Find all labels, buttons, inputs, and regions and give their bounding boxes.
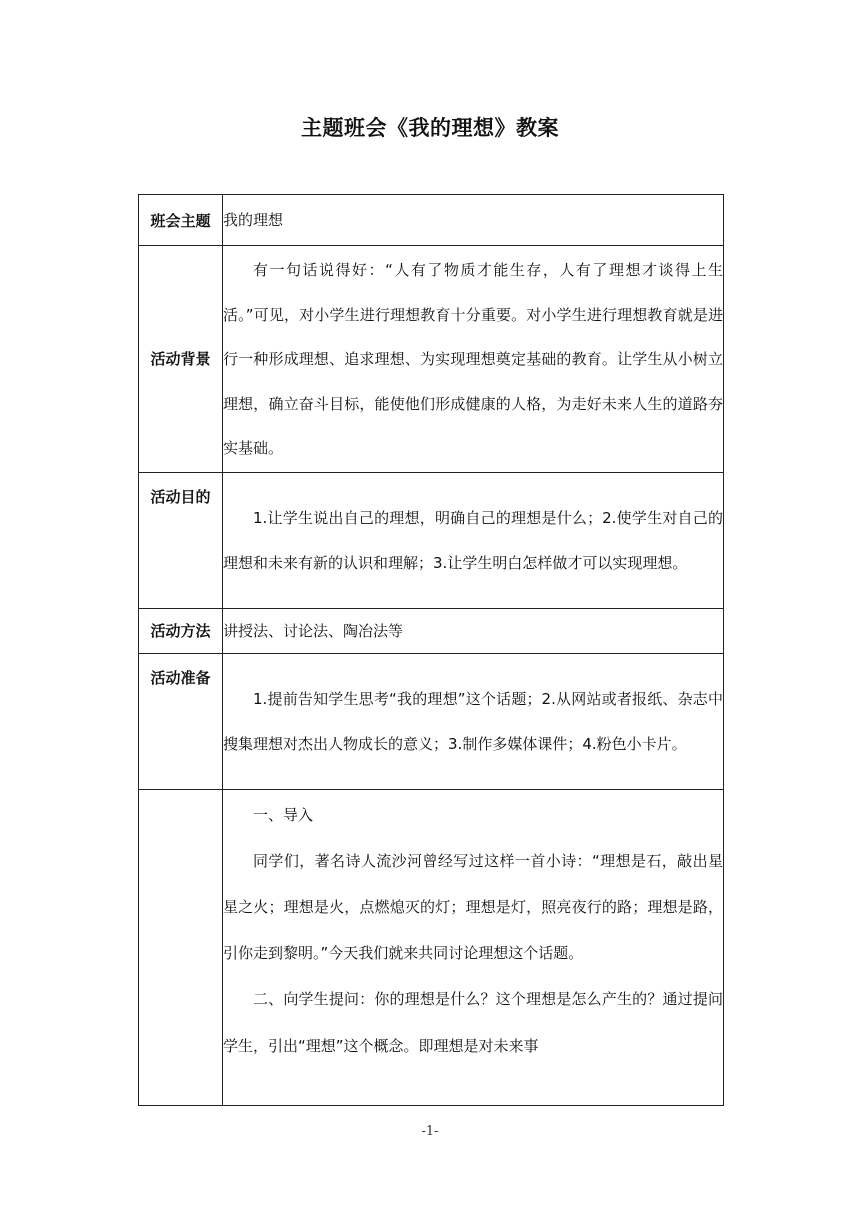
process-paragraphs <box>223 790 723 1069</box>
row-value-process <box>223 789 724 1105</box>
table-row-method <box>139 608 724 653</box>
row-label-preparation: 活动准备 <box>139 653 223 789</box>
page-number: -1- <box>421 1124 439 1139</box>
background-paragraph: 有一句话说得好：“人有了物质才能生存，人有了理想才谈得上生活。”可见，对小学生进行理想教育十分重要。对小学生进行理想教育就是进行一种形成理想、追求理想、为实现理想奠定基础的教育。让学生从小树立理想，确立奋斗目标，能使他们形成健康的人格，为走好未来人生的道路夯实基础。 <box>223 261 723 457</box>
page-title: 主题班会《我的理想》教案 <box>301 116 559 140</box>
row-value-preparation <box>223 653 724 789</box>
preparation-paragraph: 1.提前告知学生思考“我的理想”这个话题；2.从网站或者报纸、杂志中搜集理想对杰出人物成长的意义；3.制作多媒体课件；4.粉色小卡片。 <box>223 690 723 753</box>
process-paragraph-1: 一、导入 <box>253 805 314 824</box>
goal-paragraph: 1.让学生说出自己的理想，明确自己的理想是什么；2.使学生对自己的理想和未来有新的认识和理解；3.让学生明白怎样做才可以实现理想。 <box>223 509 723 572</box>
row-label-method: 活动方法 <box>139 608 223 653</box>
table-row-process <box>139 789 724 1105</box>
process-paragraph-2: 同学们，著名诗人流沙河曾经写过这样一首小诗：“理想是石，敲出星星之火；理想是火，点燃熄灭的灯；理想是灯，照亮夜行的路；理想是路，引你走到黎明。”今天我们就来共同讨论理想这个话题。 <box>223 851 723 963</box>
table-row-goal <box>139 472 724 608</box>
table-row-background <box>139 246 724 473</box>
row-label-process <box>139 789 223 1105</box>
row-label-goal: 活动目的 <box>139 472 223 608</box>
table-row-theme <box>139 195 724 246</box>
row-value-background <box>223 246 724 473</box>
process-paragraph-3: 二、向学生提问：你的理想是什么？这个理想是怎么产生的？通过提问学生，引出“理想”这个概念。即理想是对未来事 <box>223 990 723 1055</box>
row-value-goal <box>223 472 724 608</box>
row-value-method: 讲授法、讨论法、陶冶法等 <box>223 608 724 653</box>
lesson-plan-table <box>138 194 724 1106</box>
row-label-background: 活动背景 <box>139 246 223 473</box>
table-row-preparation <box>139 653 724 789</box>
row-value-theme: 我的理想 <box>223 195 724 246</box>
row-label-theme: 班会主题 <box>139 195 223 246</box>
